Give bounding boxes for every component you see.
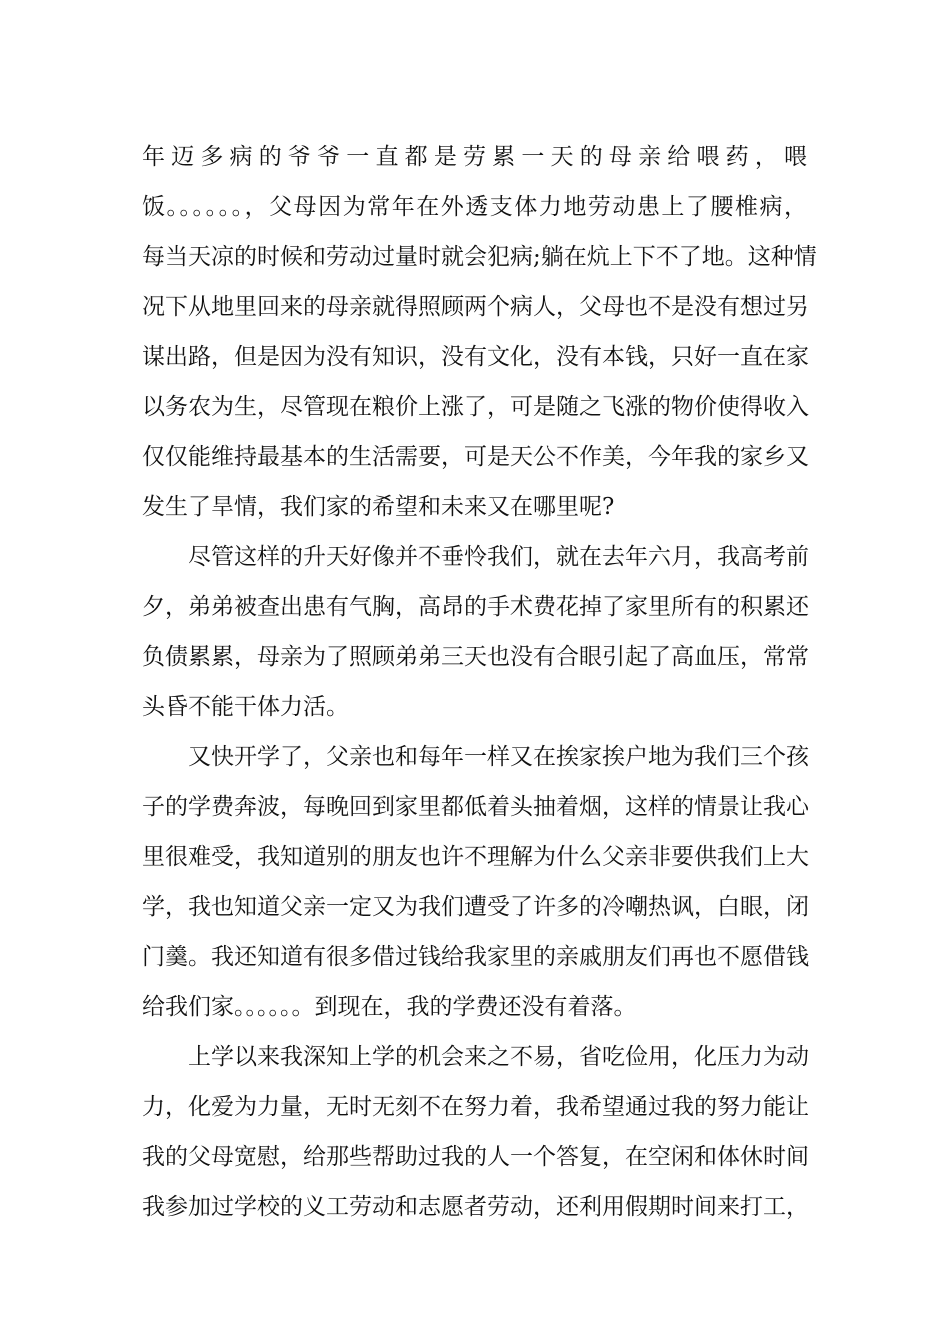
text-line: 头昏不能干体力活。 — [142, 694, 349, 720]
text-line: 我参加过学校的义工劳动和志愿者劳动，还利用假期时间来打工， — [142, 1194, 809, 1220]
text-line: 力，化爱为力量，无时无刻不在努力着，我希望通过我的努力能让 — [142, 1094, 809, 1120]
text-line: 里很难受，我知道别的朋友也许不理解为什么父亲非要供我们上大 — [142, 844, 809, 870]
text-line: 上学以来我深知上学的机会来之不易，省吃俭用，化压力为动 — [142, 1044, 809, 1070]
document-body — [142, 132, 817, 1232]
text-line: 学，我也知道父亲一定又为我们遭受了许多的冷嘲热讽，白眼，闭 — [142, 894, 809, 920]
text-line: 仅仅能维持最基本的生活需要，可是天公不作美，今年我的家乡又 — [142, 444, 809, 470]
text-line: 子的学费奔波，每晚回到家里都低着头抽着烟，这样的情景让我心 — [142, 794, 809, 820]
text-line: 以务农为生，尽管现在粮价上涨了，可是随之飞涨的物价使得收入 — [142, 394, 809, 420]
text-line: 夕，弟弟被查出患有气胸，高昂的手术费花掉了家里所有的积累还 — [142, 594, 809, 620]
text-line: 年迈多病的爷爷一直都是劳累一天的母亲给喂药，喂 — [142, 144, 807, 170]
text-line: 给我们家。。。。。。到现在，我的学费还没有着落。 — [142, 994, 637, 1020]
text-line: 饭。。。。。。，父母因为常年在外透支体力地劳动患上了腰椎病， — [142, 194, 807, 220]
text-line: 谋出路，但是因为没有知识，没有文化，没有本钱，只好一直在家 — [142, 344, 809, 370]
text-line: 门羹。我还知道有很多借过钱给我家里的亲戚朋友们再也不愿借钱 — [142, 944, 809, 970]
text-line: 我的父母宽慰，给那些帮助过我的人一个答复，在空闲和体休时间 — [142, 1144, 809, 1170]
text-line: 又快开学了，父亲也和每年一样又在挨家挨户地为我们三个孩 — [142, 744, 809, 770]
text-line: 发生了旱情，我们家的希望和未来又在哪里呢? — [142, 494, 615, 520]
text-line: 况下从地里回来的母亲就得照顾两个病人，父母也不是没有想过另 — [142, 294, 809, 320]
text-line: 负债累累，母亲为了照顾弟弟三天也没有合眼引起了高血压，常常 — [142, 644, 809, 670]
text-line: 尽管这样的升天好像并不垂怜我们，就在去年六月，我高考前 — [142, 544, 809, 570]
text-line: 每当天凉的时候和劳动过量时就会犯病;躺在炕上下不了地。这种情 — [142, 244, 817, 270]
